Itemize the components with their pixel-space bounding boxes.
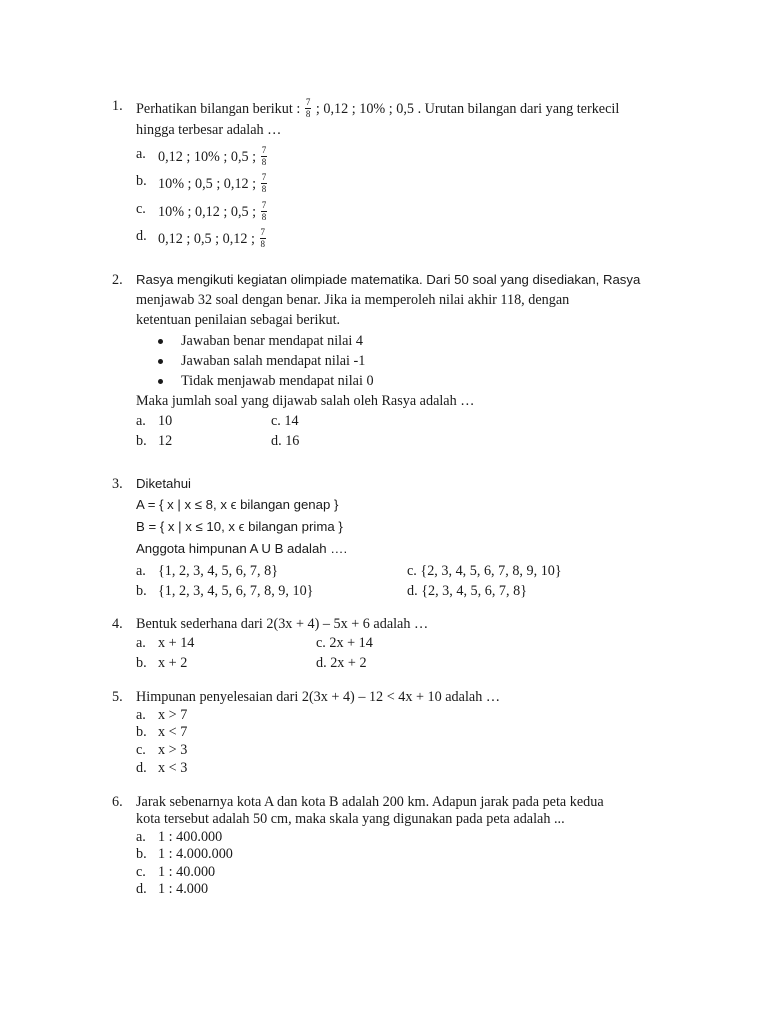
option-letter: b.	[136, 173, 147, 189]
option-letter: a.	[136, 413, 146, 429]
option-letter: b.	[136, 724, 147, 740]
fraction: $\frac{7}{8}$	[261, 172, 267, 194]
question-prompt: Anggota himpunan A U B adalah ….	[136, 541, 348, 556]
bullet-icon	[158, 359, 163, 364]
question-number: 1.	[112, 98, 123, 114]
fraction: $\frac{7}{8}$	[261, 200, 267, 222]
question-stem: Himpunan penyelesaian dari 2(3x + 4) – 12 < 4x + 10 adalah …	[136, 689, 501, 705]
question-number: 3.	[112, 476, 123, 492]
option-letter: a.	[136, 563, 146, 579]
option-text: c. {2, 3, 4, 5, 6, 7, 8, 9, 10}	[407, 563, 562, 579]
option-text: x < 7	[158, 724, 188, 740]
option-letter: b.	[136, 846, 147, 862]
option-text: 10% ; 0,12 ; 0,5 ; $\frac{7}{8}$	[158, 200, 267, 222]
question-number: 2.	[112, 272, 123, 288]
set-definition: B = { x | x ≤ 10, x ϵ bilangan prima }	[136, 519, 343, 534]
bullet-icon	[158, 379, 163, 384]
option-text: 0,12 ; 0,5 ; 0,12 ; $\frac{7}{8}$	[158, 227, 265, 249]
option-letter: a.	[136, 635, 146, 651]
question-number: 4.	[112, 616, 123, 632]
option-text: 1 : 400.000	[158, 829, 223, 845]
option-letter: c.	[136, 864, 146, 880]
option-text: c. 14	[271, 413, 299, 429]
option-text: 10% ; 0,5 ; 0,12 ; $\frac{7}{8}$	[158, 172, 267, 194]
list-item: Jawaban salah mendapat nilai -1	[181, 353, 366, 369]
question-stem: ketentuan penilaian sebagai berikut.	[136, 312, 341, 328]
option-text: 10	[158, 413, 173, 429]
question-stem: kota tersebut adalah 50 cm, maka skala yang digunakan pada peta adalah ...	[136, 811, 565, 827]
option-letter: d.	[136, 228, 147, 244]
question-stem: menjawab 32 soal dengan benar. Jika ia memperoleh nilai akhir 118, dengan	[136, 292, 570, 308]
option-text: 1 : 4.000	[158, 881, 209, 897]
fraction: $\frac{7}{8}$	[261, 145, 267, 167]
bullet-icon	[158, 339, 163, 344]
option-text: x > 3	[158, 742, 188, 758]
option-letter: b.	[136, 583, 147, 599]
fraction: $\frac{7}{8}$	[305, 97, 311, 119]
option-letter: a.	[136, 707, 146, 723]
option-letter: a.	[136, 829, 146, 845]
option-letter: b.	[136, 433, 147, 449]
option-text: x + 14	[158, 635, 195, 651]
question-stem: Diketahui	[136, 476, 191, 491]
question-stem: Bentuk sederhana dari 2(3x + 4) – 5x + 6 adalah …	[136, 616, 429, 632]
option-text: 1 : 40.000	[158, 864, 216, 880]
list-item: Jawaban benar mendapat nilai 4	[181, 333, 363, 349]
option-text: 1 : 4.000.000	[158, 846, 233, 862]
question-number: 5.	[112, 689, 123, 705]
option-text: d. {2, 3, 4, 5, 6, 7, 8}	[407, 583, 528, 599]
question-stem: hingga terbesar adalah …	[136, 122, 282, 138]
option-text: x < 3	[158, 760, 188, 776]
question-prompt: Maka jumlah soal yang dijawab salah oleh Rasya adalah …	[136, 393, 475, 409]
option-letter: c.	[136, 201, 146, 217]
option-text: x > 7	[158, 707, 188, 723]
option-text: 0,12 ; 10% ; 0,5 ; $\frac{7}{8}$	[158, 145, 267, 167]
question-stem: Jarak sebenarnya kota A dan kota B adalah 200 km. Adapun jarak pada peta kedua	[136, 794, 604, 810]
option-text: {1, 2, 3, 4, 5, 6, 7, 8, 9, 10}	[158, 583, 314, 599]
question-stem: Rasya mengikuti kegiatan olimpiade matematika. Dari 50 soal yang disediakan, Rasya	[136, 272, 641, 287]
option-text: x + 2	[158, 655, 188, 671]
list-item: Tidak menjawab mendapat nilai 0	[181, 373, 374, 389]
option-text: c. 2x + 14	[316, 635, 373, 651]
option-text: d. 2x + 2	[316, 655, 367, 671]
option-letter: b.	[136, 655, 147, 671]
option-letter: d.	[136, 760, 147, 776]
option-text: d. 16	[271, 433, 300, 449]
option-letter: c.	[136, 742, 146, 758]
option-text: {1, 2, 3, 4, 5, 6, 7, 8}	[158, 563, 279, 579]
option-letter: d.	[136, 881, 147, 897]
set-definition: A = { x | x ≤ 8, x ϵ bilangan genap }	[136, 497, 339, 512]
question-stem: Perhatikan bilangan berikut : $\frac{7}{8}$ ; 0,12 ; 10% ; 0,5 . Urutan bilangan dari yang terkecil	[136, 97, 620, 119]
option-letter: a.	[136, 146, 146, 162]
fraction: $\frac{7}{8}$	[260, 227, 265, 249]
option-text: 12	[158, 433, 173, 449]
question-number: 6.	[112, 794, 123, 810]
